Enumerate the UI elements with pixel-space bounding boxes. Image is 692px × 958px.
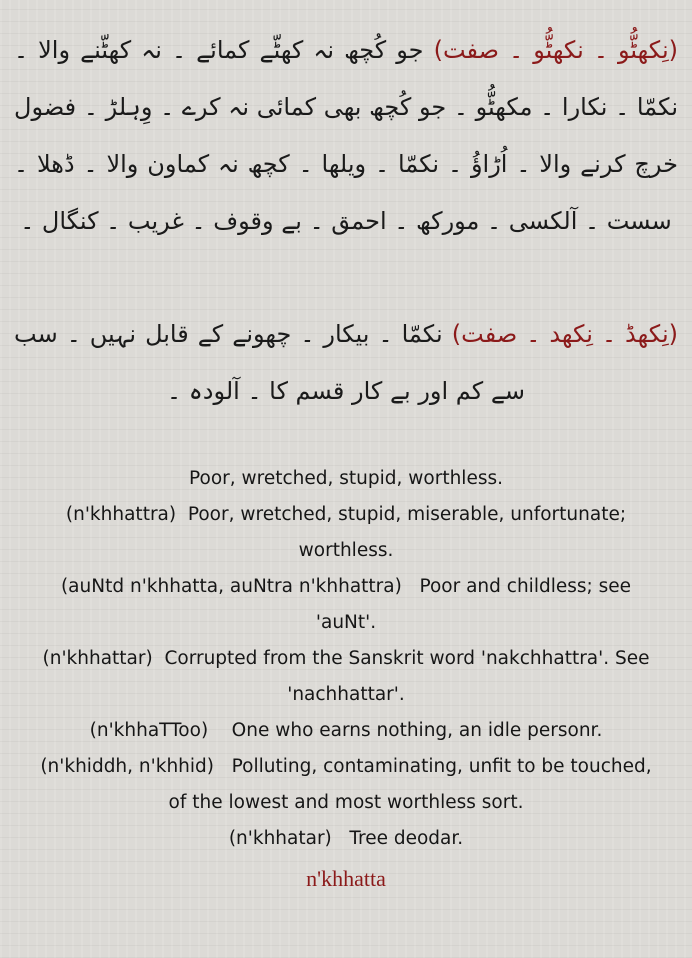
english-line: worthless.	[298, 540, 394, 561]
english-line: of the lowest and most worthless sort.	[168, 792, 524, 813]
english-line: (auNtd n'khhatta, auNtra n'khhattra) Poor and childless; see	[60, 576, 632, 597]
urdu-headword-1: (نِکھٹُّو ۔ نکھٹُّو ۔ صفت)	[433, 36, 678, 64]
english-line: (n'khiddh, n'khhid) Polluting, contaminating, unfit to be touched,	[40, 756, 652, 777]
urdu-definition-1: جو کُچھ نہ کھٹّے کمائے ۔ نہ کھٹّنے والا ۔ نکمّا ۔ نکارا ۔ مکھٹُّو ۔ جو کُچھ بھی کمائی نہ کرے ۔ وِہلڑ ۔ فضول خرچ کرنے والا ۔ اُڑاؤُ ۔ نکمّا ۔ ویلھا ۔ کچھ نہ کماون والا ۔ ڈھلا ۔ سست ۔ آلکسی ۔ مورکھ ۔ احمق ۔ بے وقوف ۔ غریب ۔ کنگال ۔	[14, 36, 678, 235]
urdu-definition-2: نکمّا ۔ بیکار ۔ چھونے کے قابل نہیں ۔ سب سے کم اور بے کار قسم کا ۔ آلودہ ۔	[14, 320, 525, 405]
english-line: 'nachhattar'.	[287, 684, 405, 705]
english-line: (n'khhatar) Tree deodar.	[228, 828, 464, 849]
urdu-entry-1	[14, 22, 678, 250]
english-line: (n'khhattar) Corrupted from the Sanskrit word 'nakchhattra'. See	[42, 648, 650, 669]
urdu-entry-2	[14, 306, 678, 420]
entry-title: n'khhatta	[306, 866, 386, 891]
urdu-headword-2: (نِکھڈ ۔ نِکھد ۔ صفت)	[451, 320, 678, 348]
english-line: Poor, wretched, stupid, worthless.	[189, 468, 503, 489]
english-line: 'auNt'.	[315, 612, 377, 633]
english-line: (n'khhaTToo) One who earns nothing, an idle personr.	[89, 720, 603, 741]
english-line: (n'khhattra) Poor, wretched, stupid, miserable, unfortunate;	[65, 504, 627, 525]
english-definitions	[10, 461, 682, 857]
